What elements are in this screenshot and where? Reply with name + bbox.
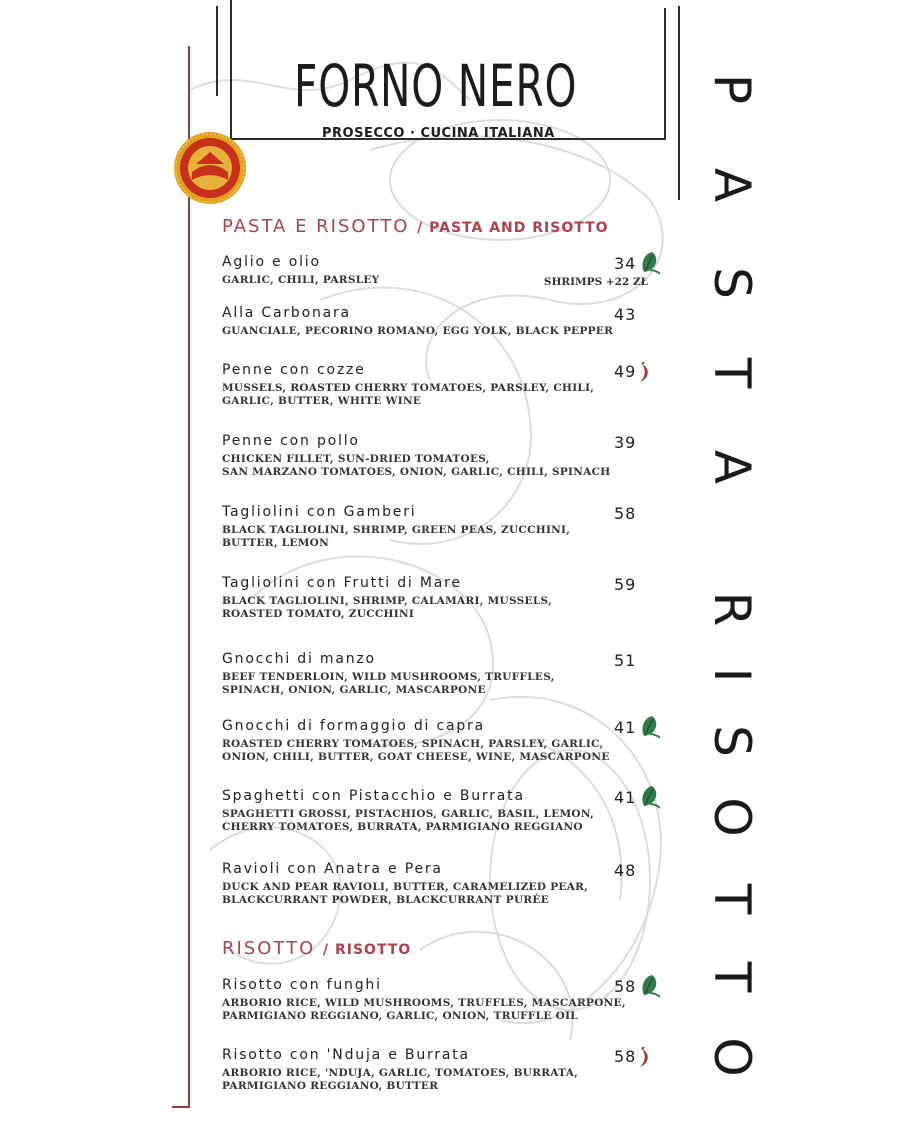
frame-line-left-vertical [230, 0, 232, 140]
menu-item-description-line: ROASTED TOMATO, ZUCCHINI [222, 608, 415, 620]
menu-item-name: Alla Carbonara [222, 305, 351, 321]
side-title-letter: T [703, 961, 761, 993]
menu-item-name: Risotto con 'Nduja e Burrata [222, 1047, 470, 1063]
side-title-letter: P [703, 73, 761, 105]
menu-item-price: 41 [614, 788, 637, 807]
section-title-pasta-sub: / PASTA AND RISOTTO [417, 220, 609, 236]
menu-item-description-line: PARMIGIANO REGGIANO, GARLIC, ONION, TRUFFLE OIL [222, 1010, 578, 1022]
background-sketch [170, 0, 730, 1140]
menu-item-name: Ravioli con Anatra e Pera [222, 861, 443, 877]
menu-item-description-line: PARMIGIANO REGGIANO, BUTTER [222, 1080, 439, 1092]
menu-item-price: 49 [614, 362, 637, 381]
menu-item [222, 362, 652, 408]
side-title-letter: R [703, 591, 761, 627]
menu-item-name: Risotto con funghi [222, 977, 382, 993]
menu-item [222, 254, 652, 287]
menu-item-description [222, 382, 652, 408]
menu-item-description [222, 325, 652, 338]
menu-item-name: Spaghetti con Pistacchio e Burrata [222, 788, 525, 804]
side-title-letter: T [703, 357, 761, 389]
dop-seal-icon [172, 130, 248, 206]
menu-item [222, 1047, 652, 1093]
menu-item-description-line: MUSSELS, ROASTED CHERRY TOMATOES, PARSLEY, CHILI, [222, 382, 595, 394]
menu-item-description-line: GUANCIALE, PECORINO ROMANO, EGG YOLK, BLACK PEPPER [222, 325, 614, 337]
menu-item-description-line: GARLIC, BUTTER, WHITE WINE [222, 395, 422, 407]
menu-item [222, 433, 652, 479]
menu-item-extra: SHRIMPS +22 ZŁ [543, 276, 648, 288]
menu-item-description [222, 738, 652, 764]
vegetarian-leaf-icon [640, 973, 660, 1003]
menu-item-description [222, 808, 652, 834]
menu-item [222, 575, 652, 621]
frame-line-top-left-vertical [216, 6, 218, 96]
menu-item-name: Penne con pollo [222, 433, 360, 449]
menu-item-price: 41 [614, 718, 637, 737]
menu-item-description-line: BEEF TENDERLOIN, WILD MUSHROOMS, TRUFFLES, [222, 671, 555, 683]
menu-item-name: Aglio e olio [222, 254, 321, 270]
section-title-risotto [222, 938, 411, 959]
menu-item [222, 861, 652, 907]
menu-item-price: 43 [614, 305, 637, 324]
menu-item-description-line: GARLIC, CHILI, PARSLEY [222, 274, 380, 286]
side-title-letter: S [703, 267, 761, 299]
vegetarian-leaf-icon [640, 784, 660, 814]
menu-item-description-line: ONION, CHILI, BUTTER, GOAT CHEESE, WINE, MASCARPONE [222, 751, 610, 763]
menu-item-description-line: SAN MARZANO TOMATOES, ONION, GARLIC, CHILI, SPINACH [222, 466, 611, 478]
frame-line-outer-right [678, 6, 680, 200]
frame-line-box-right [664, 8, 666, 140]
menu-item-description-line: SPINACH, ONION, GARLIC, MASCARPONE [222, 684, 486, 696]
menu-item-description [222, 997, 652, 1023]
menu-item-description-line: CHICKEN FILLET, SUN-DRIED TOMATOES, [222, 453, 490, 465]
menu-item-description-line: BLACK TAGLIOLINI, SHRIMP, CALAMARI, MUSSELS, [222, 595, 552, 607]
section-title-pasta [222, 216, 609, 237]
menu-item [222, 504, 652, 550]
menu-item [222, 977, 652, 1023]
menu-item-description [222, 881, 652, 907]
menu-item-price: 58 [614, 504, 637, 523]
menu-item [222, 718, 652, 764]
accent-line-bottom [172, 1106, 190, 1108]
spicy-chili-icon [638, 362, 652, 388]
menu-item-description-line: SPAGHETTI GROSSI, PISTACHIOS, GARLIC, BASIL, LEMON, [222, 808, 595, 820]
side-title-letter: O [703, 1037, 761, 1077]
side-title-letter: O [703, 797, 761, 837]
menu-item-description-line: BUTTER, LEMON [222, 537, 329, 549]
menu-item-name: Gnocchi di manzo [222, 651, 376, 667]
brand-tagline: PROSECCO · CUCINA ITALIANA [322, 126, 555, 141]
menu-item-description-line: BLACK TAGLIOLINI, SHRIMP, GREEN PEAS, ZUCCHINI, [222, 524, 571, 536]
menu-item-description [222, 595, 652, 621]
menu-item-name: Gnocchi di formaggio di capra [222, 718, 485, 734]
menu-item-price: 48 [614, 861, 637, 880]
menu-item-name: Penne con cozze [222, 362, 366, 378]
menu-item [222, 788, 652, 834]
section-title-risotto-sub: / RISOTTO [323, 942, 412, 958]
section-title-pasta-main: PASTA E RISOTTO [222, 216, 410, 237]
vegetarian-leaf-icon [640, 714, 660, 744]
side-title-letter: A [703, 449, 761, 485]
menu-item-description-line: BLACKCURRANT POWDER, BLACKCURRANT PURÉE [222, 894, 550, 906]
menu-item-price: 51 [614, 651, 637, 670]
brand-name: FORNO NERO [294, 52, 578, 120]
menu-item-description-line: ARBORIO RICE, 'NDUJA, GARLIC, TOMATOES, BURRATA, [222, 1067, 579, 1079]
side-title-letter: S [703, 725, 761, 757]
side-title-letter: A [703, 167, 761, 203]
menu-item-description [222, 453, 652, 479]
menu-item-description [222, 1067, 652, 1093]
side-title-letter: T [703, 883, 761, 915]
menu-item-description-line: CHERRY TOMATOES, BURRATA, PARMIGIANO REGGIANO [222, 821, 583, 833]
section-title-risotto-main: RISOTTO [222, 938, 316, 959]
menu-item-description-line: DUCK AND PEAR RAVIOLI, BUTTER, CARAMELIZED PEAR, [222, 881, 589, 893]
menu-item [222, 651, 652, 697]
menu-item-price: 39 [614, 433, 637, 452]
menu-item-price: 34 [614, 254, 637, 273]
menu-item-description [222, 524, 652, 550]
spicy-chili-icon [638, 1047, 652, 1073]
menu-item-description-line: ARBORIO RICE, WILD MUSHROOMS, TRUFFLES, MASCARPONE, [222, 997, 626, 1009]
menu-item-description-line: ROASTED CHERRY TOMATOES, SPINACH, PARSLEY, GARLIC, [222, 738, 604, 750]
side-title-letter: I [703, 667, 761, 683]
menu-item-name: Tagliolini con Frutti di Mare [222, 575, 462, 591]
menu-item-price: 58 [614, 1047, 637, 1066]
menu-item-price: 59 [614, 575, 637, 594]
menu-item-name: Tagliolini con Gamberi [222, 504, 417, 520]
menu-item [222, 305, 652, 338]
menu-item-price: 58 [614, 977, 637, 996]
menu-item-description [222, 671, 652, 697]
